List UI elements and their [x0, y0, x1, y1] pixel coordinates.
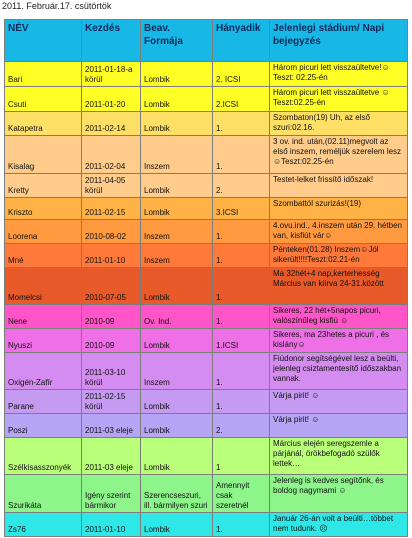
- cell-name: Oxigén-Zafír: [5, 353, 82, 390]
- cell-start: 2011-01-10: [82, 244, 141, 268]
- cell-start: 2011-02-04: [82, 136, 141, 174]
- table-row: [5, 244, 408, 268]
- cell-status: Pénteken(01.28) Inszem☺Jól sikerült!!!!Teszt:02.21-én: [270, 244, 408, 268]
- header-start: Kezdés: [82, 20, 141, 62]
- cell-start: 2011-04-05 körül: [82, 174, 141, 198]
- cell-treatment: Lombik: [141, 390, 213, 414]
- table-row: [5, 438, 408, 475]
- cell-name: Nyuszi: [5, 329, 82, 353]
- cell-status: Március elején seregszemle a párjánál, örökbefogadó szülők lettek…: [270, 438, 408, 475]
- cell-name: Loorena: [5, 220, 82, 244]
- cell-treatment: Lombik: [141, 268, 213, 305]
- header-status: Jelenlegi stádium/ Napi bejegyzés: [270, 20, 408, 62]
- table-row: [5, 112, 408, 136]
- table-row: [5, 136, 408, 174]
- cell-status: Szombaton(19) Uh, az első szuri:02.16.: [270, 112, 408, 136]
- table-row: [5, 329, 408, 353]
- cell-treatment: Lombik: [141, 198, 213, 220]
- cell-start: 2011-03 eleje: [82, 414, 141, 438]
- cell-attempt: 1.: [213, 390, 270, 414]
- cell-status: 4.ovu.ind., 4.inszem után 29. hétben van, kisfiút vár☺: [270, 220, 408, 244]
- cell-start: 2011-03-10 körül: [82, 353, 141, 390]
- cell-treatment: Lombik: [141, 414, 213, 438]
- cell-attempt: 1.ICSI: [213, 329, 270, 353]
- cell-name: Bari: [5, 62, 82, 87]
- cell-status: 3 ov. ind. után,(02.11)megvolt az első inszem, reméljük szerelem lesz☺Teszt:02.25-én: [270, 136, 408, 174]
- cell-attempt: 1.: [213, 136, 270, 174]
- cell-start: 2011-01-20: [82, 87, 141, 112]
- cell-status: Várja pirit! ☺: [270, 414, 408, 438]
- table-row: [5, 305, 408, 329]
- cell-name: Katapetra: [5, 112, 82, 136]
- cell-start: 2010-09: [82, 329, 141, 353]
- cell-name: Kriszto: [5, 198, 82, 220]
- table-row: [5, 268, 408, 305]
- cell-attempt: 2.ICSI: [213, 87, 270, 112]
- cell-start: Igény szerint bármikor: [82, 475, 141, 513]
- cell-treatment: Inszem: [141, 220, 213, 244]
- cell-start: 2011-02-15: [82, 198, 141, 220]
- cell-name: Zs76: [5, 513, 82, 537]
- cell-treatment: Inszem: [141, 244, 213, 268]
- table-row: [5, 220, 408, 244]
- header-attempt: Hányadik: [213, 20, 270, 62]
- cell-start: 2011-02-14: [82, 112, 141, 136]
- cell-status: Jelenleg is kedves segítőnk, és boldog nagymami ☺: [270, 475, 408, 513]
- cell-treatment: Lombik: [141, 62, 213, 87]
- cell-attempt: 3.ICSI: [213, 198, 270, 220]
- cell-name: Kisalag: [5, 136, 82, 174]
- cell-start: 2011-01-10: [82, 513, 141, 537]
- cell-attempt: 1.: [213, 513, 270, 537]
- cell-treatment: Inszem: [141, 353, 213, 390]
- cell-name: Mné: [5, 244, 82, 268]
- cell-attempt: 2. ICSI: [213, 62, 270, 87]
- cell-start: 2011-03 eleje: [82, 438, 141, 475]
- header-name: NÉV: [5, 20, 82, 62]
- table-row: [5, 198, 408, 220]
- cell-start: 2011-01-18-a körül: [82, 62, 141, 87]
- cell-attempt: 1.: [213, 220, 270, 244]
- cell-treatment: Ov. Ind.: [141, 305, 213, 329]
- cell-attempt: 1.: [213, 268, 270, 305]
- cell-start: 2010-07-05: [82, 268, 141, 305]
- cell-attempt: 2.: [213, 174, 270, 198]
- cell-status: Várja pirit! ☺: [270, 390, 408, 414]
- cell-attempt: 2.: [213, 414, 270, 438]
- cell-treatment: Lombik: [141, 329, 213, 353]
- cell-status: Január 26-án volt a beülti…többet nem tudunk. ☹: [270, 513, 408, 537]
- cell-status: Három picuri lett visszaültetve!☺Teszt: 02.25-én: [270, 62, 408, 87]
- cell-treatment: Lombik: [141, 513, 213, 537]
- table-row: [5, 174, 408, 198]
- table-row: [5, 353, 408, 390]
- cell-treatment: Inszem: [141, 136, 213, 174]
- cell-attempt: 1.: [213, 353, 270, 390]
- cell-name: Szélkisasszonyék: [5, 438, 82, 475]
- table-row: [5, 475, 408, 513]
- cell-attempt: 1.: [213, 112, 270, 136]
- cell-name: Csuti: [5, 87, 82, 112]
- table-row: [5, 87, 408, 112]
- table-row: [5, 390, 408, 414]
- cell-name: Szurikáta: [5, 475, 82, 513]
- table-row: [5, 513, 408, 537]
- cell-status: Fiúdonor segítségével lesz a beülti, jelenleg csiztamentesítő időszakban vannak.: [270, 353, 408, 390]
- cell-status: Sikeres, 22 hét+5napos picuri, valószínűleg kisfiú ☺: [270, 305, 408, 329]
- cell-name: Poszi: [5, 414, 82, 438]
- cell-name: Momelcsi: [5, 268, 82, 305]
- cell-attempt: Amennyit csak szeretnél: [213, 475, 270, 513]
- cell-treatment: Lombik: [141, 174, 213, 198]
- cell-name: Kretty: [5, 174, 82, 198]
- cell-status: Szombattól szurizás!(19): [270, 198, 408, 220]
- cell-attempt: 1.: [213, 244, 270, 268]
- header-treatment: Beav. Formája: [141, 20, 213, 62]
- cell-status: Ma 32hét+4 nap,kerterhesség Március van kiírva 24-31.között: [270, 268, 408, 305]
- header-row: [5, 20, 408, 62]
- cell-treatment: Lombik: [141, 87, 213, 112]
- table-body: [5, 62, 408, 537]
- table-row: [5, 414, 408, 438]
- cell-start: 2011-02-15 körül: [82, 390, 141, 414]
- cell-treatment: Szerencseszuri, ill. bármilyen szuri: [141, 475, 213, 513]
- date-line: 2011. Február.17. csütörtök: [2, 1, 112, 11]
- cell-start: 2010-08-02: [82, 220, 141, 244]
- cell-name: Parane: [5, 390, 82, 414]
- cell-treatment: Lombik: [141, 112, 213, 136]
- cell-attempt: 1: [213, 438, 270, 475]
- cell-start: 2010-09: [82, 305, 141, 329]
- participants-table: [4, 19, 408, 537]
- table-row: [5, 62, 408, 87]
- cell-name: Nene: [5, 305, 82, 329]
- cell-status: Három picuri lett visszaültetve ☺Teszt:02.25-én: [270, 87, 408, 112]
- cell-treatment: Lombik: [141, 438, 213, 475]
- cell-status: Testet-lelket frissítő időszak!: [270, 174, 408, 198]
- cell-status: Sikeres, ma 23hetes a picuri , és kislány☺: [270, 329, 408, 353]
- cell-attempt: 1.: [213, 305, 270, 329]
